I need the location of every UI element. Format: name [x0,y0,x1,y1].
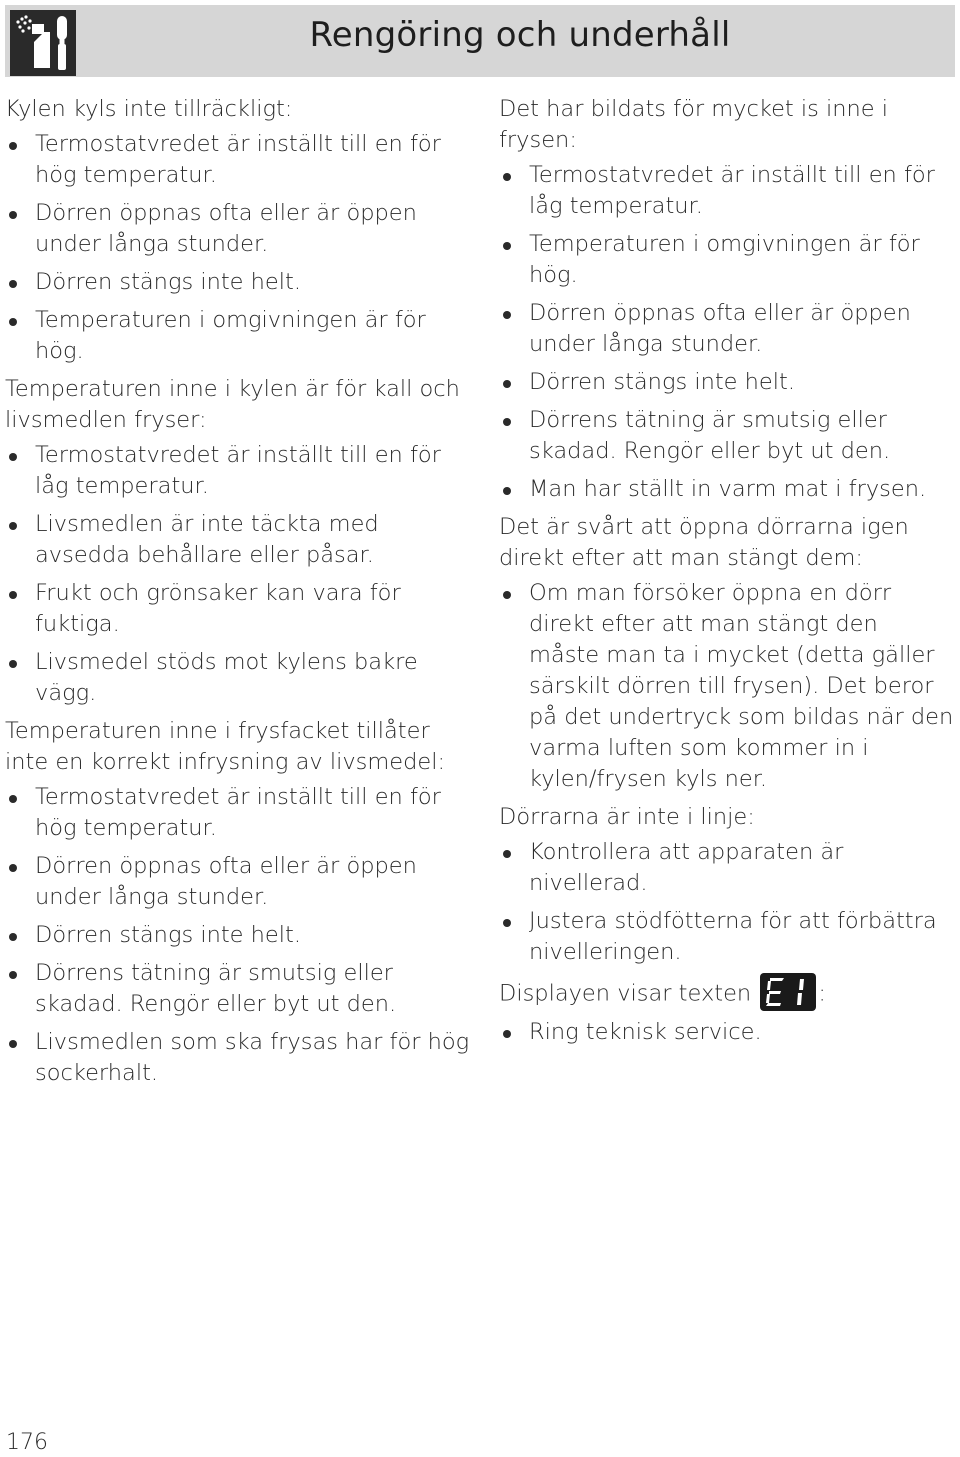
list-item: Termostatvredet är inställt till en för hög temperatur. [5,129,475,191]
page-title: Rengöring och underhåll [309,15,731,55]
section-heading: Det är svårt att öppna dörrarna igen direkt efter att man stängt dem: [499,514,909,571]
section-heading: Dörrarna är inte i linje: [499,804,755,830]
list-item: Dörren öppnas ofta eller är öppen under långa stunder. [499,298,954,360]
list-item: Justera stödfötterna för att förbättra nivelleringen. [499,906,954,968]
display-heading-text: Displayen visar texten [499,980,752,1007]
list-item: Termostatvredet är inställt till en för hög temperatur. [5,782,475,844]
list-item: Dörren stängs inte helt. [5,920,475,951]
bullet-list [5,129,475,367]
list-item: Ring teknisk service. [499,1017,954,1048]
list-item: Temperaturen i omgivningen är för hög. [499,229,954,291]
section-doors-misaligned [499,802,954,968]
section-display-error [499,975,954,1048]
bullet-list [499,578,954,795]
list-item: Termostatvredet är inställt till en för låg temperatur. [499,160,954,222]
list-item: Livsmedel stöds mot kylens bakre vägg. [5,647,475,709]
bullet-list [5,782,475,1089]
section-heading: Temperaturen inne i frysfacket tillåter inte en korrekt infrysning av livsmedel: [5,718,446,775]
section-fridge-too-cold [5,374,475,709]
bullet-list [499,1017,954,1048]
section-heading: Det har bildats för mycket is inne i frysen: [499,96,889,153]
section-heading: Temperaturen inne i kylen är för kall och livsmedlen fryser: [5,376,460,433]
section-heading [499,975,954,1013]
list-item: Dörren öppnas ofta eller är öppen under långa stunder. [5,851,475,913]
bullet-list [5,440,475,709]
right-column [499,94,954,1055]
list-item: Livsmedlen som ska frysas har för hög sockerhalt. [5,1027,475,1089]
section-fridge-not-cold [5,94,475,367]
list-item: Om man försöker öppna en dörr direkt efter att man stängt den måste man ta i mycket (detta gäller särskilt dörren till frysen). Det beror på det undertryck som bildas när den varma luften som kommer in i kylen/frysen kyls ner. [499,578,954,795]
seven-segment-display [760,973,816,1011]
section-doors-hard-to-open [499,512,954,795]
e1-display-code-icon [760,973,816,1011]
page-header [5,5,955,77]
display-code-text: E1 [760,973,762,974]
section-too-much-ice [499,94,954,505]
section-heading: Kylen kyls inte tillräckligt: [5,96,293,122]
list-item: Man har ställt in varm mat i frysen. [499,474,954,505]
list-item: Dörrens tätning är smutsig eller skadad. Rengör eller byt ut den. [5,958,475,1020]
list-item: Kontrollera att apparaten är nivellerad. [499,837,954,899]
list-item: Termostatvredet är inställt till en för låg temperatur. [5,440,475,502]
bullet-list [499,837,954,968]
list-item: Dörren stängs inte helt. [499,367,954,398]
bullet-list [499,160,954,505]
section-freezer-temperature [5,716,475,1089]
list-item: Dörren öppnas ofta eller är öppen under långa stunder. [5,198,475,260]
list-item: Frukt och grönsaker kan vara för fuktiga. [5,578,475,640]
page-number: 176 [6,1430,48,1455]
list-item: Livsmedlen är inte täckta med avsedda behållare eller påsar. [5,509,475,571]
list-item: Dörren stängs inte helt. [5,267,475,298]
list-item: Dörrens tätning är smutsig eller skadad. Rengör eller byt ut den. [499,405,954,467]
left-column [5,94,475,1096]
list-item: Temperaturen i omgivningen är för hög. [5,305,475,367]
cleaning-spray-brush-icon [10,10,76,76]
display-heading-colon: : [818,980,826,1007]
